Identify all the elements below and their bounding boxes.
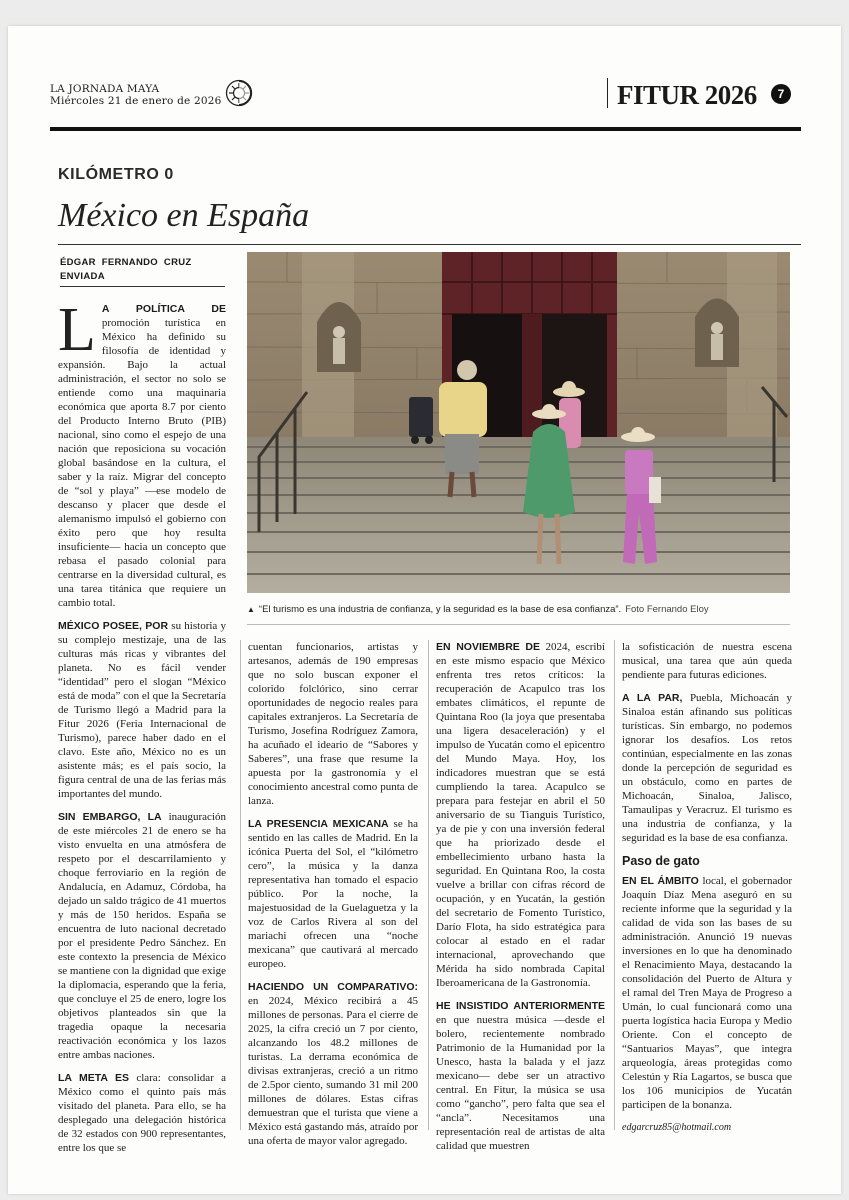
paragraph: L A POLÍTICA DE promoción turística en México ha definido su filosofía de identidad y expansión. Bajo la actual administración, el sector no solo se entiende como una maquinaria económica que aporta 8.7 por ciento del Producto Interno Bruto (PIB) nacional, sino como el espejo de una nación que reposiciona su vocación global basándose en la cultura, el saber y la raíz. Migrar del concepto de “sol y playa” —ese modelo de descanso y placer que desde el alemanismo impulsó el gobierno con éxito pero que hoy resulta insuficiente— hacia un concepto que rebasa el pasado colonial para centrarse en la diversidad cultural, es una tarea titánica que requiere un cambio total.: [58, 296, 226, 609]
page-number-badge: 7: [771, 84, 791, 104]
paragraph: HE INSISTIDO ANTERIORMENTE en que nuestra música —desde el bolero, recientemente nombrado Patrimonio de la Humanidad por la Unesco, hasta la balada y el jazz mexicano— debe ser un atractivo central. En Fitur, la música se usa como “gancho”, pero falta que sea el “ancla”. Necesitamos una representación real de artistas de alta calidad que muestren: [436, 1000, 605, 1152]
header-rule: [50, 127, 801, 131]
paragraph: SIN EMBARGO, LA inauguración de este miércoles 21 de enero se ha visto envuelta en una atmósfera de respeto por el descarrilamiento y choque ferroviario en la región de Andalucía, en Adamuz, Córdoba, ha dejado un saldo trágico de 41 muertos y más de 150 heridos. España se encuentra de luto nacional decretado por el presidente Pedro Sánchez. En este contexto la presencia de México se mantiene con la dignidad que exige la diplomacia, esperando que la feria, que concluye el 25 de enero, logre los objetivos planteados sin que la tragedia opaque la necesaria reactivación económica y los lazos entre ambas naciones.: [58, 811, 227, 1061]
article-headline: México en España: [58, 197, 310, 234]
subheading: Paso de gato: [622, 854, 700, 868]
paragraph: A LA PAR, Puebla, Michoacán y Sinaloa están afinando sus políticas turísticas. Sin embargo, no podemos ignorar los desafíos. Los retos continúan, especialmente en las zonas donde la percepción de seguridad es un obstáculo, como en partes de Michoacán, Sinaloa, Jalisco, Tamaulipas y Veracruz. El turismo es una industria de confianza, y la seguridad es la base de esa confianza.: [622, 692, 792, 844]
headline-rule: [58, 244, 801, 245]
text-column-4: [622, 640, 792, 1144]
masthead: [50, 83, 221, 107]
paragraph: MÉXICO POSEE, POR su historia y su complejo mestizaje, una de las culturas más ricas y vibrantes del planeta. No es fácil vender “identidad” pero el slogan “México está de moda” con el que la Secretaría de Turismo llegó a Madrid para la Fitur 2026 (Feria Internacional de Turismo), parece haber dado en el clavo. Este año, México no es un asistente más; es el país socio, la figura central de una de las ferias más importantes del mundo.: [58, 620, 227, 800]
author-role: ENVIADA: [60, 271, 105, 282]
photo-caption: [247, 604, 790, 616]
drop-cap: L: [58, 296, 96, 364]
triangle-up-icon: ▲: [247, 605, 255, 614]
paragraph: HACIENDO UN COMPARATIVO: en 2024, México recibirá a 45 millones de personas. Para el cierre de 2025, la cifra creció un 7 por ciento, alcanzando los 48.2 millones de turistas. La derrama económica de divisas extranjeras, creció a un ritmo de 2.5por ciento, sumando 31 mil 200 millones de dólares. Estas cifras demuestran que el turista que viene a México está gastando más, atraído por una oferta de mayor valor agregado.: [248, 981, 418, 1147]
sun-glyph-icon: [225, 79, 253, 107]
text-column-1: [58, 296, 227, 1164]
publication-date: Miércoles 21 de enero de 2026: [50, 95, 222, 107]
caption-rule: [247, 624, 790, 625]
paragraph: EN NOVIEMBRE DE 2024, escribí en este mismo espacio que México enfrenta tres retos críticos: la recuperación de Acapulco tras los embates climáticos, el repunte de Quintana Roo (la joya que presentaba una ligera desaceleración) y el impulso de Yucatán como el epicentro del Mundo Maya. Hoy, los indicadores muestran que se está cumpliendo la tarea. Acapulco se prepara para festejar en abril el 50 aniversario de su Tianguis Turístico, ya de pie y con una inversión federal que ha priorizado desde el embellecimiento urbano hasta la seguridad. En Quintana Roo, la costa vuelve a brillar con cifras récord de ocupación, y en Yucatán, la gestión del secretario de Fomento Turístico, Darío Flota, ha sido estratégica para colocar al estado en el radar internacional, aprovechando que Mérida ha sido nombrada Capital Iberoamericana de la Gastronomía.: [436, 641, 605, 989]
author-name: ÉDGAR FERNANDO CRUZ: [60, 257, 192, 268]
text-column-2: [248, 640, 418, 1157]
column-divider: [428, 640, 429, 1130]
column-kicker: KILÓMETRO 0: [58, 166, 174, 183]
byline: [60, 256, 192, 284]
paragraph: LA META ES clara: consolidar a México como el quinto país más visitado del planeta. Para ello, se ha desplegado una delegación histórica de 32 estados con 900 representantes, entre los que se: [58, 1072, 226, 1154]
column-divider: [240, 640, 241, 1130]
paragraph: la sofisticación de nuestra escena musical, una tarea que aún queda pendiente para futuras ediciones.: [622, 641, 792, 681]
caption-text: “El turismo es una industria de confianza, y la seguridad es la base de esa confianza”.: [258, 604, 622, 615]
publication-name: LA JORNADA MAYA: [50, 83, 160, 95]
header-divider: [607, 78, 608, 108]
text-column-3: [436, 640, 605, 1162]
paragraph: LA PRESENCIA MEXICANA se ha sentido en las calles de Madrid. En la icónica Puerta del Sol, el “kilómetro cero”, la música y la danza representativa han tomado el espacio público. Por la noche, la majestuosidad de la Guelaguetza y la voz de Carlos Rivera al son del mariachi ofrecen una “noche mexicana” que cautivará al mercado europeo.: [248, 818, 418, 970]
author-email[interactable]: edgarcruz85@hotmail.com: [622, 1122, 732, 1133]
photo-credit: Foto Fernando Eloy: [625, 604, 709, 615]
paragraph: cuentan funcionarios, artistas y artesanos, además de 190 empresas que no solo buscan exponer el colorido folclórico, sino cerrar oportunidades de negocio reales para capitales extranjeros. La Secretaría de Turismo, Josefina Rodríguez Zamora, ha acuñado el ideario de “Sabores y Saberes”, una frase que resume la apuesta por la gastronomía y el conocimiento ancestral como punta de lanza.: [248, 641, 418, 807]
article-photo: [247, 252, 790, 593]
paragraph: EN EL ÁMBITO local, el gobernador Joaquín Díaz Mena aseguró en su reciente informe que la seguridad y la calidad de vida son las bases de su administración. Anunció 19 nuevas inversiones en lo que ha denominado el Renacimiento Maya, destacando la consolidación del Puerto de Altura y el ramal del Tren Maya de Progreso a Umán, lo cual funcionará como una puerta logística hacia Europa y Medio Oriente. Con el concepto de “Santuarios Mayas”, que integra arqueología, áreas protegidas como Celestún y Ría Lagartos, se busca que los 106 municipios de Yucatán participen de la bonanza.: [622, 875, 793, 1111]
section-title: FITUR 2026: [617, 80, 757, 110]
byline-rule: [60, 286, 225, 287]
column-divider: [614, 640, 615, 1130]
